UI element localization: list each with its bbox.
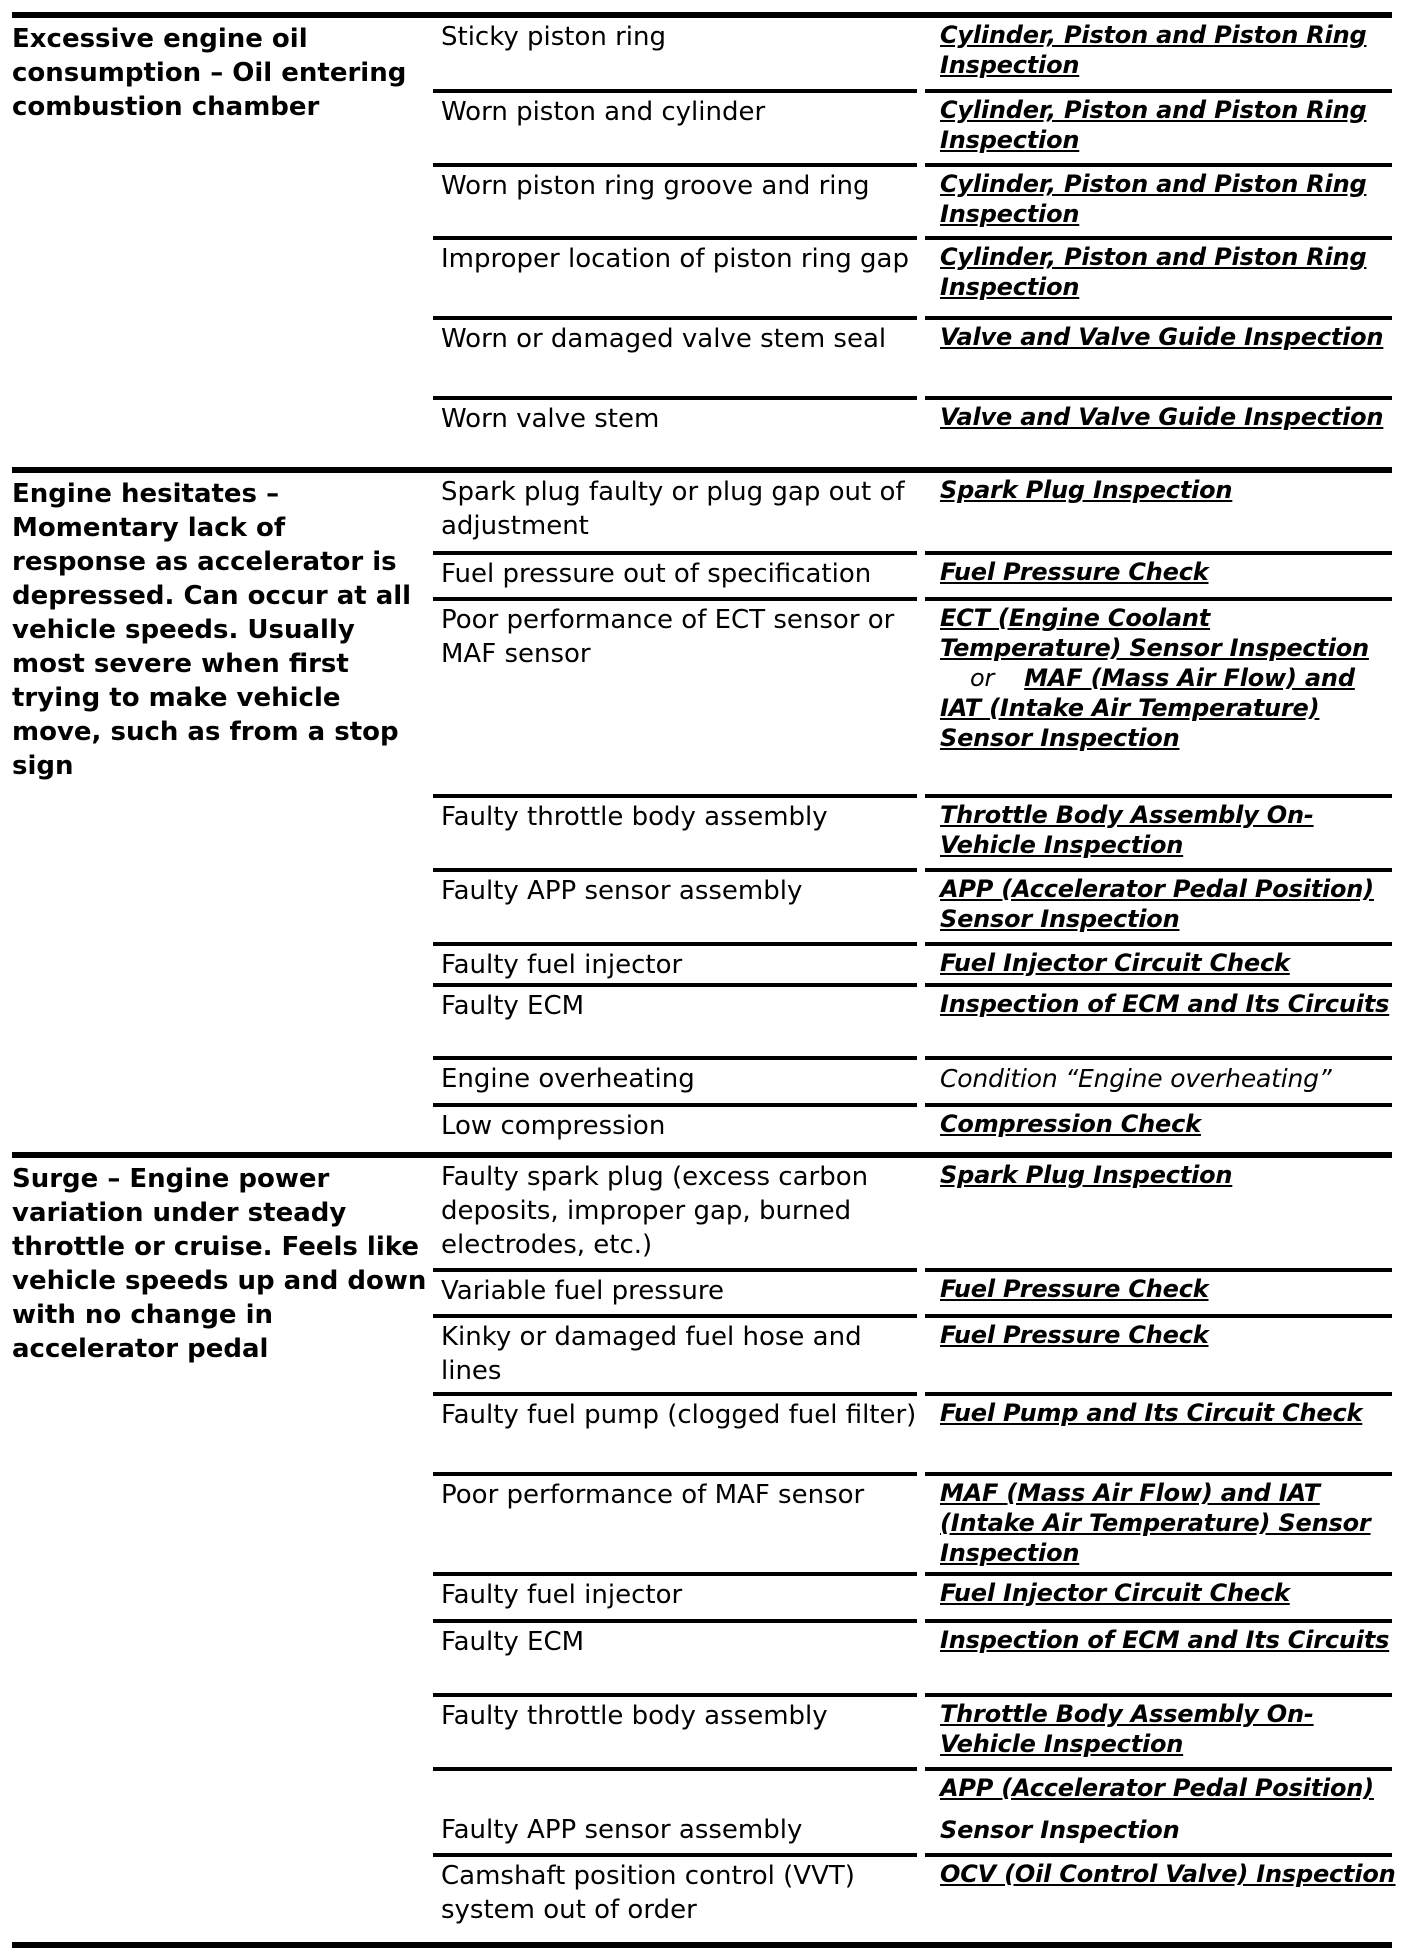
reference-link[interactable]: Valve and Valve Guide Inspection bbox=[940, 403, 1384, 431]
table-row bbox=[433, 1853, 1396, 1940]
table-row bbox=[433, 551, 1392, 597]
reference-link[interactable]: Fuel Pump and Its Circuit Check bbox=[940, 1399, 1363, 1427]
cause-text: Variable fuel pressure bbox=[441, 1276, 724, 1306]
cause-text: Worn valve stem bbox=[441, 404, 660, 434]
or-text: or bbox=[970, 664, 995, 692]
reference-link[interactable]: Cylinder, Piston and Piston Ring Inspection bbox=[940, 21, 1367, 79]
table-row bbox=[433, 473, 1392, 551]
reference-links bbox=[940, 603, 1398, 753]
reference-link[interactable]: Spark Plug Inspection bbox=[940, 476, 1233, 504]
cause-text: Worn piston and cylinder bbox=[441, 97, 766, 127]
cause-text: Worn piston ring groove and ring bbox=[441, 171, 870, 201]
reference-link[interactable]: ECT (Engine Coolant Temperature) Sensor Inspection bbox=[940, 604, 1369, 662]
table-row bbox=[433, 597, 1392, 794]
table-row bbox=[433, 868, 1392, 942]
reference-link[interactable]: Cylinder, Piston and Piston Ring Inspection bbox=[940, 170, 1367, 228]
reference-link[interactable]: OCV (Oil Control Valve) Inspection bbox=[940, 1860, 1396, 1888]
cause-text: Faulty APP sensor assembly bbox=[441, 876, 803, 906]
cause-text: Faulty fuel injector bbox=[441, 1580, 683, 1610]
table-row bbox=[433, 1619, 1392, 1693]
section-oil-consumption bbox=[12, 12, 1392, 473]
condition-label: Engine hesitates – Momentary lack of response as accelerator is depressed. Can occur at all vehicle speeds. Usually most severe when first trying to make vehicle move, such as from a stop sign bbox=[12, 479, 412, 781]
cause-text: Faulty ECM bbox=[441, 1627, 585, 1657]
table-row bbox=[433, 1056, 1392, 1103]
table-row bbox=[433, 18, 1392, 89]
reference-link[interactable]: APP (Accelerator Pedal Position) bbox=[940, 1774, 1374, 1802]
reference-text: Condition “Engine overheating” bbox=[940, 1064, 1332, 1093]
reference-link[interactable]: Spark Plug Inspection bbox=[940, 1161, 1233, 1189]
reference-link[interactable]: MAF (Mass Air Flow) and IAT (Intake Air Temperature) Sensor Inspection bbox=[940, 1479, 1371, 1567]
reference-link[interactable]: Fuel Pressure Check bbox=[940, 558, 1209, 586]
cause-text: Poor performance of MAF sensor bbox=[441, 1480, 865, 1510]
table-row bbox=[433, 1472, 1392, 1572]
reference-link[interactable]: Sensor Inspection bbox=[940, 1816, 1180, 1844]
cause-text: Faulty throttle body assembly bbox=[441, 802, 828, 832]
condition-label: Surge – Engine power variation under steady throttle or cruise. Feels like vehicle speeds up and down with no change in accelerator pedal bbox=[12, 1164, 427, 1364]
table-row bbox=[433, 396, 1392, 477]
cause-text: Faulty spark plug (excess carbon deposits, improper gap, burned electrodes, etc.) bbox=[441, 1162, 869, 1260]
section-engine-hesitates bbox=[12, 467, 1392, 1158]
cause-text: Faulty ECM bbox=[441, 991, 585, 1021]
reference-link[interactable]: Inspection of ECM and Its Circuits bbox=[940, 1626, 1390, 1654]
cause-text: Camshaft position control (VVT) system out of order bbox=[441, 1861, 855, 1925]
reference-link[interactable]: Fuel Injector Circuit Check bbox=[940, 949, 1290, 977]
table-row bbox=[433, 1392, 1392, 1472]
cause-text: Engine overheating bbox=[441, 1064, 695, 1094]
cause-text: Faulty fuel injector bbox=[441, 950, 683, 980]
table-row bbox=[433, 983, 1392, 1056]
table-row bbox=[433, 794, 1392, 868]
reference-link[interactable]: Throttle Body Assembly On-Vehicle Inspection bbox=[940, 1700, 1314, 1758]
table-row bbox=[433, 1693, 1392, 1767]
reference-link[interactable]: Inspection of ECM and Its Circuits bbox=[940, 990, 1390, 1018]
cause-text: Fuel pressure out of specification bbox=[441, 559, 872, 589]
condition-label: Excessive engine oil consumption – Oil entering combustion chamber bbox=[12, 24, 407, 122]
reference-link[interactable]: Fuel Injector Circuit Check bbox=[940, 1579, 1290, 1607]
reference-link[interactable]: Compression Check bbox=[940, 1110, 1201, 1138]
table-row bbox=[433, 163, 1392, 236]
table-row bbox=[433, 316, 1392, 396]
table-row bbox=[433, 1572, 1392, 1619]
table-row bbox=[433, 1314, 1392, 1392]
table-row bbox=[433, 89, 1392, 163]
cause-text: Low compression bbox=[441, 1111, 666, 1141]
reference-link[interactable]: Throttle Body Assembly On-Vehicle Inspection bbox=[940, 801, 1314, 859]
cause-text: Spark plug faulty or plug gap out of adjustment bbox=[441, 477, 905, 541]
reference-link[interactable]: APP (Accelerator Pedal Position) Sensor Inspection bbox=[940, 875, 1374, 933]
table-row bbox=[433, 1268, 1392, 1314]
reference-link[interactable]: Fuel Pressure Check bbox=[940, 1275, 1209, 1303]
cause-text: Poor performance of ECT sensor or MAF sensor bbox=[441, 605, 895, 669]
cause-text: Faulty throttle body assembly bbox=[441, 1701, 828, 1731]
reference-link[interactable]: Fuel Pressure Check bbox=[940, 1321, 1209, 1349]
cause-text: Worn or damaged valve stem seal bbox=[441, 324, 887, 354]
cause-text: Sticky piston ring bbox=[441, 22, 667, 52]
cause-text: Improper location of piston ring gap bbox=[441, 244, 909, 274]
cause-text: Faulty fuel pump (clogged fuel filter) bbox=[441, 1400, 917, 1430]
table-row bbox=[433, 1158, 1392, 1268]
cause-text: Kinky or damaged fuel hose and lines bbox=[441, 1322, 862, 1386]
reference-link[interactable]: MAF (Mass Air Flow) and IAT (Intake Air Temperature) Sensor Inspection bbox=[940, 664, 1355, 752]
table-row bbox=[433, 236, 1392, 316]
reference-link[interactable]: Cylinder, Piston and Piston Ring Inspection bbox=[940, 243, 1367, 301]
reference-links bbox=[940, 1773, 1398, 1845]
reference-link[interactable]: Valve and Valve Guide Inspection bbox=[940, 323, 1384, 351]
cause-text: Faulty APP sensor assembly bbox=[441, 1815, 803, 1845]
table-row bbox=[433, 942, 1392, 983]
table-row bbox=[433, 1767, 1392, 1853]
section-surge bbox=[12, 1152, 1396, 1948]
reference-link[interactable]: Cylinder, Piston and Piston Ring Inspection bbox=[940, 96, 1367, 154]
